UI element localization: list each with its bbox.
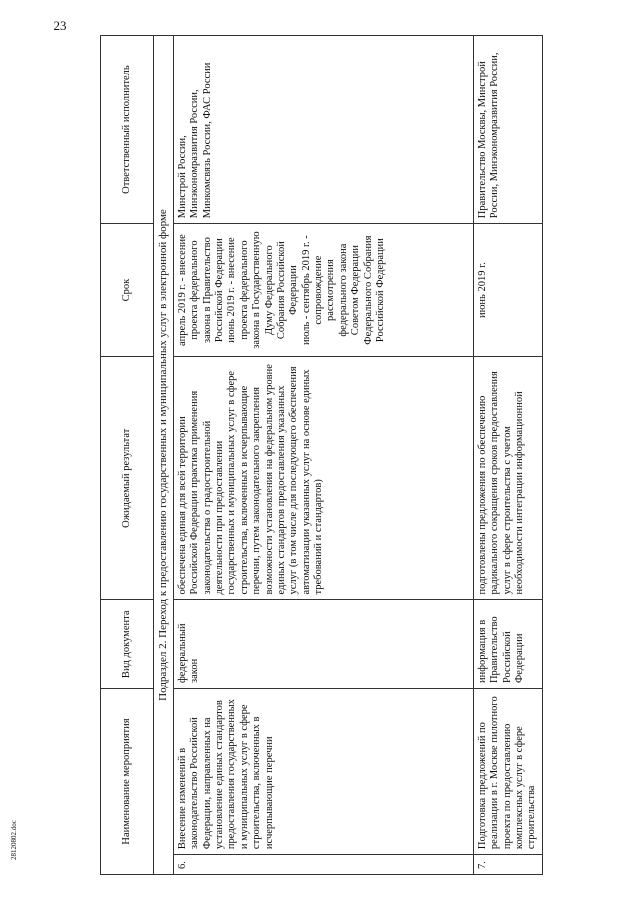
row-name: Подготовка предложений по реализации в г. Москве пилотного проекта по предоставлению комплексных услуг в сфере строительства bbox=[473, 689, 542, 855]
header-term: Срок bbox=[101, 224, 154, 357]
row-name: Внесение изменений в законодательство Российской Федерации, направленных на установление единых стандартов предоставления государственных и муниципальных услуг в сфере строительства, включенных в исчерпывающие перечни bbox=[173, 689, 473, 855]
measures-table bbox=[100, 35, 543, 875]
header-doc-type: Вид документа bbox=[101, 600, 154, 689]
row-result: подготовлены предложения по обеспечению радикального сокращения сроков предоставления услуг в сфере строительства с учетом необходимости интеграции информационной bbox=[473, 357, 542, 601]
table-header-row bbox=[101, 36, 154, 875]
row-executor: Правительство Москвы, Минстрой России, Минэкономразвития России, bbox=[473, 36, 542, 224]
row-result: обеспечена единая для всей территории Российской Федерации практика применения законодательства о градостроительной деятельности при предоставлении государственных и муниципальных услуг в сфере строительства, включенных в исчерпывающие перечни, путем законодательного закрепления возможности установления на федеральном уровне единых стандартов предоставления указанных услуг (в том числе для последующего обеспечения автоматизации указанных услуг на основе единых требований и стандартов) bbox=[173, 357, 473, 601]
table-row bbox=[473, 36, 542, 875]
row-number: 6. bbox=[173, 855, 473, 875]
header-name: Наименование мероприятия bbox=[101, 689, 154, 875]
term-line: июнь 2019 г. bbox=[476, 262, 488, 319]
term-line: апрель 2019 г. - внесение проекта федерального закона в Правительство Российской Федерации bbox=[176, 234, 226, 346]
row-executor: Минстрой России, Минэкономразвития России, Минкомсвязь России, ФАС России bbox=[173, 36, 473, 224]
row-doc-type: информация в Правительство Российской Федерации bbox=[473, 600, 542, 689]
subsection-row bbox=[154, 36, 174, 875]
row-doc-type: федеральный закон bbox=[173, 600, 473, 689]
table-row bbox=[173, 36, 473, 875]
rotated-table-container bbox=[100, 35, 610, 875]
footer-code: 28120802.doc bbox=[10, 820, 18, 860]
row-number: 7. bbox=[473, 855, 542, 875]
term-line: июль - сентябрь 2019 г. - сопровождение рассмотрения федерального закона Советом Федерации Федерального Собрания Российской Федерации bbox=[300, 235, 386, 346]
page-number: 23 bbox=[53, 18, 67, 33]
term-line: июнь 2019 г. - внесение проекта федерального закона в Государственную Думу Федерального Собрания Российской Федерации bbox=[226, 231, 300, 349]
header-result: Ожидаемый результат bbox=[101, 357, 154, 601]
header-executor: Ответственный исполнитель bbox=[101, 36, 154, 224]
row-term bbox=[173, 224, 473, 357]
subsection-title: Подраздел 2. Переход к предоставлению государственных и муниципальных услуг в электронной форме bbox=[154, 36, 174, 875]
row-term bbox=[473, 224, 542, 357]
